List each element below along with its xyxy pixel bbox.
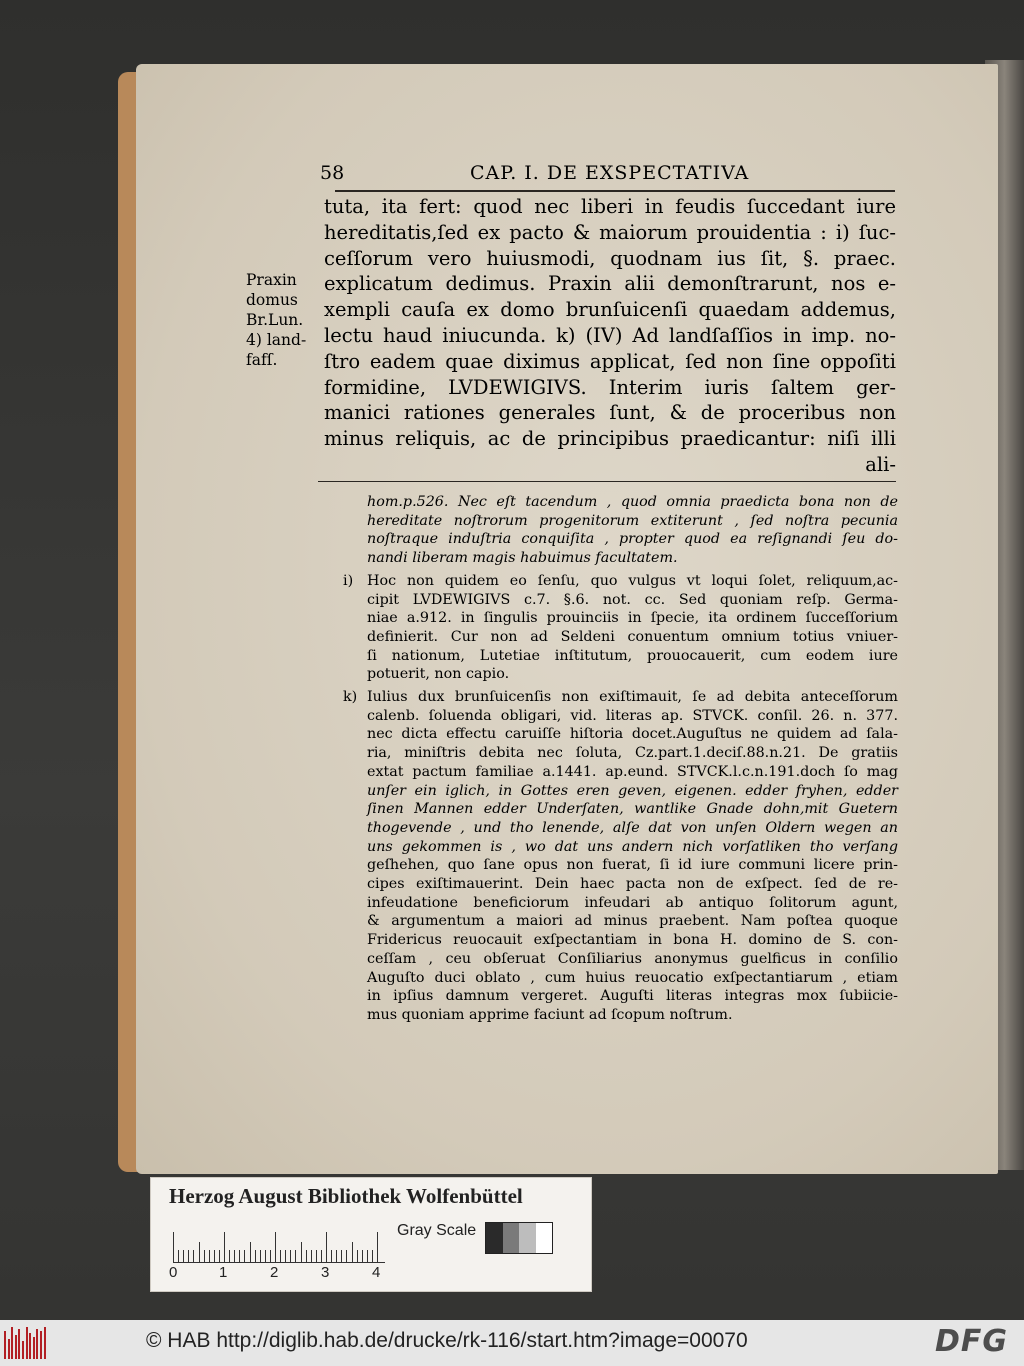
text-line: hereditatis,ſed ex pacto & maiorum prouidentia : i) ſuc-	[324, 220, 896, 244]
footnote-line: cipes exiſtimauerint. Dein haec pacta non de exſpect. ſed de re-	[367, 876, 898, 893]
ruler-tick	[357, 1250, 358, 1262]
ruler-tick	[244, 1250, 245, 1262]
gray-swatch	[503, 1223, 520, 1253]
library-color-card	[150, 1177, 592, 1292]
ruler-tick	[255, 1250, 256, 1262]
footnotes	[343, 493, 898, 1025]
ruler-tick	[224, 1232, 225, 1262]
footnote-line: infeudatione beneficiorum infeudari ab antiquo ſolitorum agunt,	[367, 894, 898, 911]
ruler-tick	[214, 1250, 215, 1262]
barcode-bar	[22, 1341, 24, 1359]
text-line: formidine, LVDEWIGIVS. Interim iuris ſaltem ger-	[324, 375, 896, 399]
scale-ruler	[173, 1228, 385, 1263]
text-line: xempli cauſa ex domo brunſuicenſi quaedam addemus,	[324, 298, 896, 322]
ruler-tick	[346, 1250, 347, 1262]
footnote-rule	[318, 481, 896, 482]
footnote-line: mus quoniam apprime faciunt ad ſcopum noſtrum.	[367, 1006, 733, 1023]
marginal-note-line: domus	[246, 291, 298, 309]
text-line: tuta, ita fert: quod nec liberi in feudis ſuccedant iure	[324, 195, 896, 218]
ruler-tick	[239, 1250, 240, 1262]
ruler-number: 1	[219, 1264, 228, 1281]
footnote-h	[343, 493, 898, 568]
footer-bar	[0, 1320, 1024, 1366]
barcode-bar	[15, 1335, 17, 1359]
ruler-tick	[341, 1250, 342, 1262]
text-line: lectu haud iniucunda. k) (IV) Ad landſaſſios in imp. no-	[324, 323, 896, 347]
ruler-tick	[188, 1250, 189, 1262]
text-line: minus reliquis, ac de principibus praedicantur: niſi illi	[324, 427, 896, 451]
ruler-tick	[178, 1250, 179, 1262]
text-line: ſtro eadem quae diximus applicat, ſed non ſine oppoſiti	[324, 349, 896, 373]
ruler-tick	[295, 1250, 296, 1262]
barcode-bar	[8, 1339, 10, 1359]
ruler-tick	[331, 1250, 332, 1262]
marginal-note	[246, 270, 318, 370]
footnote-line: potuerit, non capio.	[367, 666, 510, 683]
ruler-tick	[280, 1250, 281, 1262]
footnote-line: nandi liberam magis habuimus facultatem.	[367, 550, 678, 567]
ruler-tick	[219, 1250, 220, 1262]
footnote-mark: i)	[343, 572, 354, 589]
footnote-line: nec dicta effectu caruiſſe hiſtoria docet.Auguſtus ne quidem ad ſala-	[367, 726, 898, 743]
ruler-tick	[362, 1250, 363, 1262]
footnote-line: calenb. ſoluenda obligari, vid. literas ap. STVCK. conſil. 26. n. 377.	[367, 707, 898, 724]
footnote-line: in ipſius damnum vergeret. Auguſti literas integras mox ſubiicie-	[367, 988, 898, 1005]
footnote-line: extat pactum familiae a.1441. ap.eund. STVCK.l.c.n.191.doch ſo mag	[367, 763, 898, 780]
ruler-tick	[173, 1232, 174, 1262]
footnote-line: noſtraque induſtria conquiſita , propter quod ea reſignandi ſeu do-	[367, 531, 898, 548]
footnote-line: ſinen Mannen edder Underſaten, wantlike Gnade dohn,mit Guetern	[367, 801, 898, 818]
barcode-bar	[4, 1331, 6, 1359]
barcode-bar	[36, 1329, 38, 1359]
dfg-logo: DFG	[935, 1324, 1009, 1359]
marginal-note-line: Br.Lun.	[246, 311, 304, 329]
marginal-note-line: fafſ.	[246, 351, 278, 369]
barcode-bar	[33, 1337, 35, 1359]
ruler-number: 2	[270, 1264, 279, 1281]
ruler-tick	[326, 1232, 327, 1262]
library-name: Herzog August Bibliothek Wolfenbüttel	[169, 1184, 523, 1208]
footnote-line: Iulius dux brunſuicenſis non exiſtimauit, ſe ad debita anteceſſorum	[367, 689, 898, 706]
ruler-tick	[193, 1250, 194, 1262]
footnote-line: Auguſto duci oblato , cum huius reuocatio exſpectantiarum , etiam	[367, 969, 898, 986]
footnote-line: ceſſam , ceu obſeruat Conſiliarius anonymus guelficus in conſilio	[367, 950, 898, 967]
ruler-tick	[290, 1250, 291, 1262]
ruler-tick	[199, 1242, 200, 1262]
hab-barcode-logo-icon	[4, 1327, 48, 1359]
ruler-tick	[316, 1250, 317, 1262]
footnote-line: definierit. Cur non ad Seldeni conuentum omnium totius vniuer-	[367, 628, 898, 645]
footnote-mark: k)	[343, 689, 358, 706]
ruler-tick	[301, 1242, 302, 1262]
marginal-note-line: 4) land-	[246, 331, 307, 349]
ruler-number: 3	[321, 1264, 330, 1281]
barcode-bar	[40, 1331, 42, 1359]
ruler-tick	[311, 1250, 312, 1262]
ruler-number: 4	[372, 1264, 381, 1281]
ruler-tick	[204, 1250, 205, 1262]
footnote-line: uns gekommen is , wo dat uns andern nich vorſatliken tho verſang	[367, 838, 898, 855]
ruler-tick	[260, 1250, 261, 1262]
barcode-bar	[29, 1333, 31, 1359]
gray-swatch	[486, 1223, 503, 1253]
ruler-tick	[367, 1250, 368, 1262]
footnote-line: Fridericus reuocauit exſpectantiam in bona H. domino de S. con-	[367, 932, 898, 949]
footnote-line: unſer ein iglich, in Gottes eren geven, eigenen. edder fryhen, edder	[367, 782, 898, 799]
ruler-tick	[275, 1232, 276, 1262]
catchword: ali-	[865, 452, 896, 476]
ruler-tick	[250, 1242, 251, 1262]
ruler-tick	[336, 1250, 337, 1262]
text-line: manici rationes generales ſunt, & de proceribus non	[324, 401, 896, 425]
ruler-tick	[229, 1250, 230, 1262]
barcode-bar	[11, 1327, 13, 1359]
ruler-tick	[372, 1250, 373, 1262]
barcode-bar	[18, 1329, 20, 1359]
ruler-tick	[321, 1250, 322, 1262]
footnote-line: cipit LVDEWIGIVS c.7. §.6. not. cc. Sed quoniam reſp. Germa-	[367, 591, 898, 608]
footnote-line: ſi nationum, Lutetiae inſtitutum, prouocauerit, cum eodem iure	[367, 647, 898, 664]
footnote-line: Hoc non quidem eo ſenſu, quo vulgus vt loqui ſolet, reliquum,ac-	[367, 572, 898, 589]
footnote-line: ria, miniſtris debita nec ſoluta, Cz.part.1.deciſ.88.n.21. De gratiis	[367, 745, 898, 762]
copyright-link[interactable]: © HAB http://diglib.hab.de/drucke/rk-116/start.htm?image=00070	[146, 1329, 748, 1352]
ruler-tick	[270, 1250, 271, 1262]
footnote-line: & argumentum a maiori ad minus praebent. Nam poſtea quoque	[367, 913, 898, 930]
barcode-bar	[26, 1327, 28, 1359]
footnote-i	[343, 572, 898, 684]
footnote-line: hom.p.526. Nec eſt tacendum , quod omnia praedicta bona non de	[367, 494, 898, 510]
text-line: explicatum dedimus. Praxin alii demonſtrarunt, nos e-	[324, 272, 896, 296]
ruler-tick	[209, 1250, 210, 1262]
ruler-tick	[377, 1232, 378, 1262]
main-text	[324, 194, 896, 478]
ruler-tick	[285, 1250, 286, 1262]
barcode-bar	[44, 1327, 46, 1359]
marginal-note-line: Praxin	[246, 271, 297, 289]
ruler-tick	[306, 1250, 307, 1262]
footnote-line: geſhehen, quo ſane opus non fuerat, ſi id iure communi licere prin-	[367, 857, 898, 874]
footnote-line: niae a.912. in ſingulis prouinciis in ſpecie, ita ordinem ſucceſſorium	[367, 610, 898, 627]
page-number: 58	[320, 162, 345, 184]
page-header	[320, 162, 895, 190]
ruler-tick	[352, 1242, 353, 1262]
running-title: CAP. I. DE EXSPECTATIVA	[470, 162, 750, 184]
footnote-line: hereditate noſtrorum progenitorum extiterunt , ſed noſtra pecunia	[367, 512, 898, 529]
gray-scale-swatch	[485, 1222, 553, 1254]
gray-swatch	[536, 1223, 553, 1253]
ruler-number: 0	[169, 1264, 178, 1281]
text-line: ceſſorum vero huiusmodi, quodnam ius ſit, §. praec.	[324, 246, 896, 270]
ruler-tick	[234, 1250, 235, 1262]
gray-swatch	[519, 1223, 536, 1253]
header-rule	[335, 190, 895, 192]
ruler-tick	[265, 1250, 266, 1262]
gray-scale-label: Gray Scale	[397, 1222, 477, 1239]
footnote-line: thogevende , und tho lenende, alſe dat von unſen Oldern wegen an	[367, 819, 898, 836]
footnote-k	[343, 688, 898, 1025]
ruler-tick	[183, 1250, 184, 1262]
